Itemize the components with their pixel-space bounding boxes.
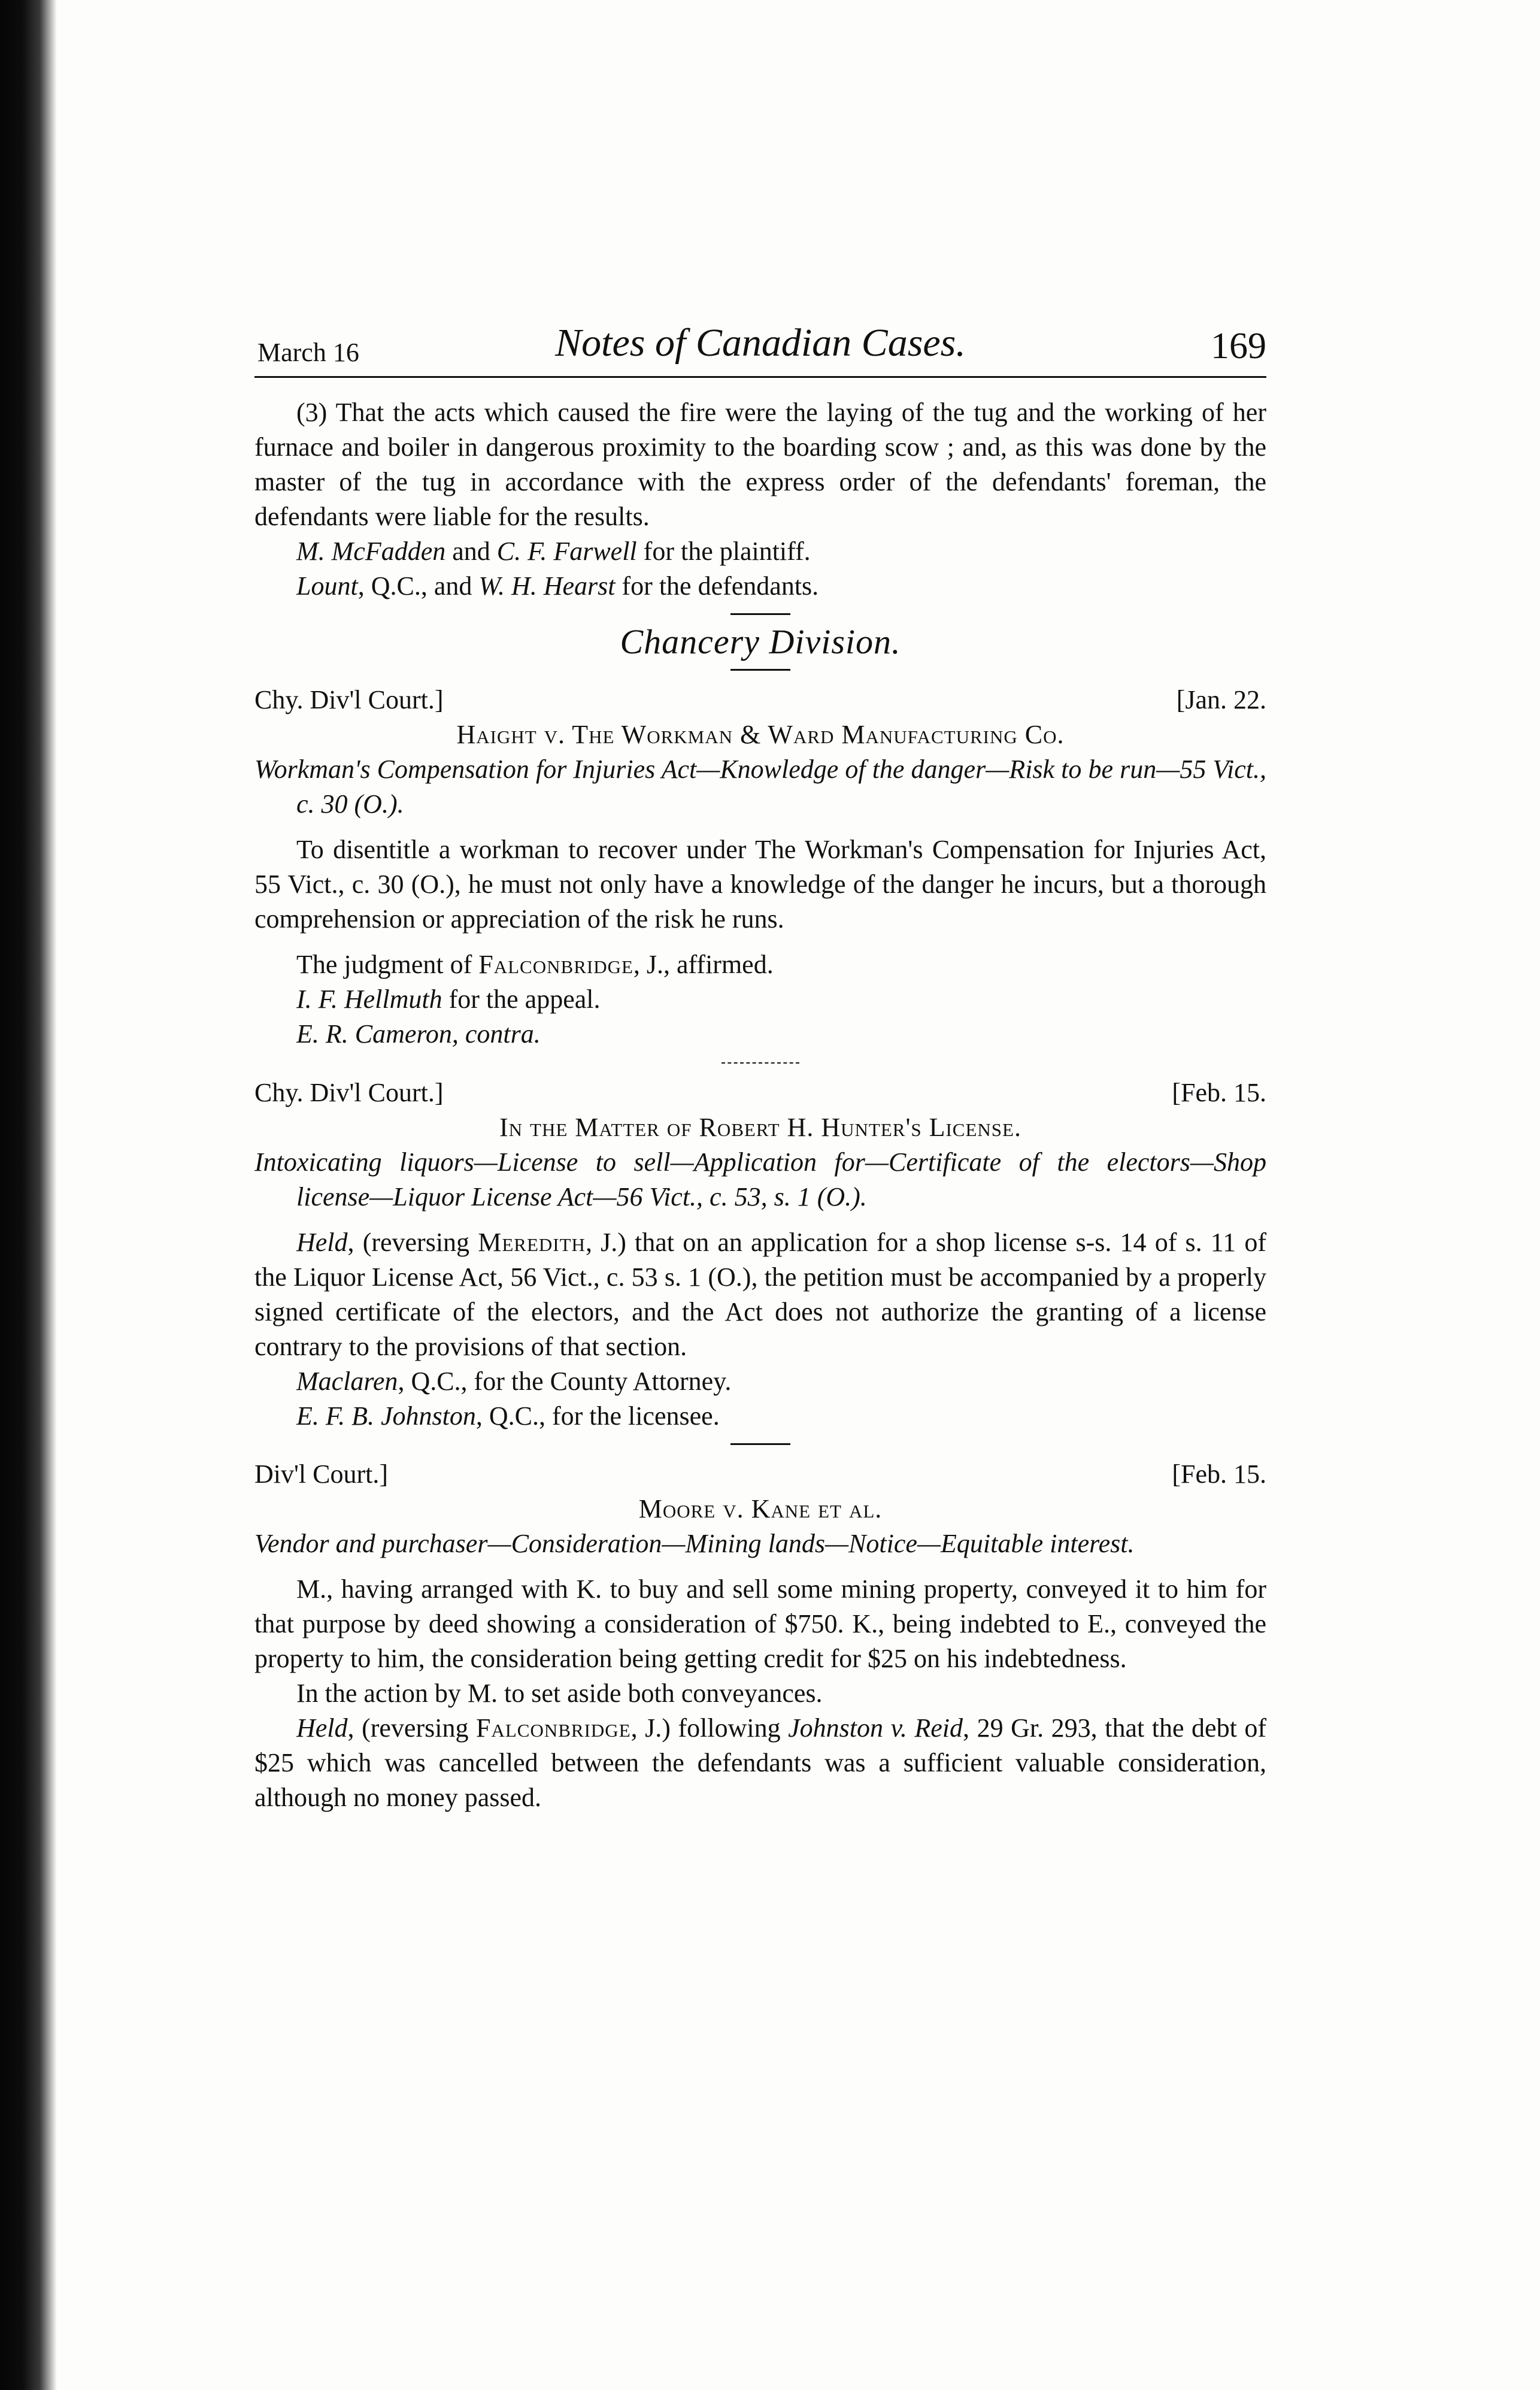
case-separator (722, 1062, 799, 1064)
case-paragraph: Held, (reversing Falconbridge, J.) following Johnston v. Reid, 29 Gr. 293, that the debt of $25 which was cancelled between the defendants was a sufficient valuable consideration, although no money passed. (254, 1713, 1266, 1812)
section-rule (730, 613, 790, 615)
header-date: March 16 (257, 338, 359, 367)
case-paragraph: In the action by M. to set aside both conveyances. (296, 1679, 823, 1708)
case-date: [Feb. 15. (1172, 1078, 1266, 1107)
case-date: [Feb. 15. (1172, 1459, 1266, 1489)
court-line (254, 683, 1266, 717)
header-rule (254, 376, 1266, 378)
running-header (254, 320, 1266, 374)
counsel-line: M. McFadden and C. F. Farwell for the plaintiff. (296, 537, 811, 566)
case-title: Haight v. The Workman & Ward Manufacturing Co. (456, 720, 1065, 749)
counsel-line: E. R. Cameron, contra. (296, 1019, 541, 1049)
court-name: Div'l Court.] (254, 1459, 389, 1489)
page-body (254, 395, 1266, 1815)
case-paragraph: M., having arranged with K. to buy and sell some mining property, conveyed it to him for that purpose by deed showing a consideration of $750. K., being indebted to E., conveyed the property to him, the consideration being getting credit for $25 on his indebtedness. (254, 1574, 1266, 1673)
headnote: Workman's Compensation for Injuries Act—Knowledge of the danger—Risk to be run—55 Vict., c. 30 (O.). (254, 755, 1266, 819)
court-line (254, 1457, 1266, 1492)
division-heading: Chancery Division. (620, 622, 901, 661)
header-title: Notes of Canadian Cases. (555, 321, 966, 365)
paragraph-continued: (3) That the acts which caused the fire were the laying of the tug and the working of her furnace and boiler in dangerous proximity to the boarding scow ; and, as this was done by the master of the tug in accordance with the express order of the defendants' foreman, the defendants were liable for the results. (254, 398, 1266, 531)
headnote: Intoxicating liquors—License to sell—Application for—Certificate of the electors—Shop license—Liquor License Act—56 Vict., c. 53, s. 1 (O.). (254, 1147, 1266, 1211)
counsel-line: E. F. B. Johnston, Q.C., for the licensee. (296, 1401, 720, 1431)
case-title: Moore v. Kane et al. (638, 1494, 883, 1523)
case-paragraph: To disentitle a workman to recover under The Workman's Compensation for Injuries Act, 55 Vict., c. 30 (O.), he must not only have a knowledge of the danger he incurs, but a thorough comprehension or appreciation of the risk he runs. (254, 835, 1266, 934)
case-title: In the Matter of Robert H. Hunter's License. (499, 1113, 1021, 1142)
court-line (254, 1076, 1266, 1110)
case-date: [Jan. 22. (1176, 685, 1266, 714)
counsel-line: Maclaren, Q.C., for the County Attorney. (296, 1367, 732, 1396)
section-rule (730, 669, 790, 671)
scan-shadow-edge (0, 0, 57, 2390)
court-name: Chy. Div'l Court.] (254, 1078, 444, 1107)
judgment-line: The judgment of Falconbridge, J., affirmed. (296, 950, 774, 979)
court-name: Chy. Div'l Court.] (254, 685, 444, 714)
headnote: Vendor and purchaser—Consideration—Mining lands—Notice—Equitable interest. (254, 1529, 1135, 1558)
case-paragraph: Held, (reversing Meredith, J.) that on an application for a shop license s-s. 14 of s. 11 of the Liquor License Act, 56 Vict., c. 53 s. 1 (O.), the petition must be accompanied by a properly signed certificate of the electors, and the Act does not authorize the granting of a license contrary to the provisions of that section. (254, 1228, 1266, 1361)
counsel-line: Lount, Q.C., and W. H. Hearst for the defendants. (296, 571, 819, 601)
page-number: 169 (1211, 326, 1266, 366)
case-separator (730, 1443, 790, 1445)
counsel-line: I. F. Hellmuth for the appeal. (296, 985, 601, 1014)
